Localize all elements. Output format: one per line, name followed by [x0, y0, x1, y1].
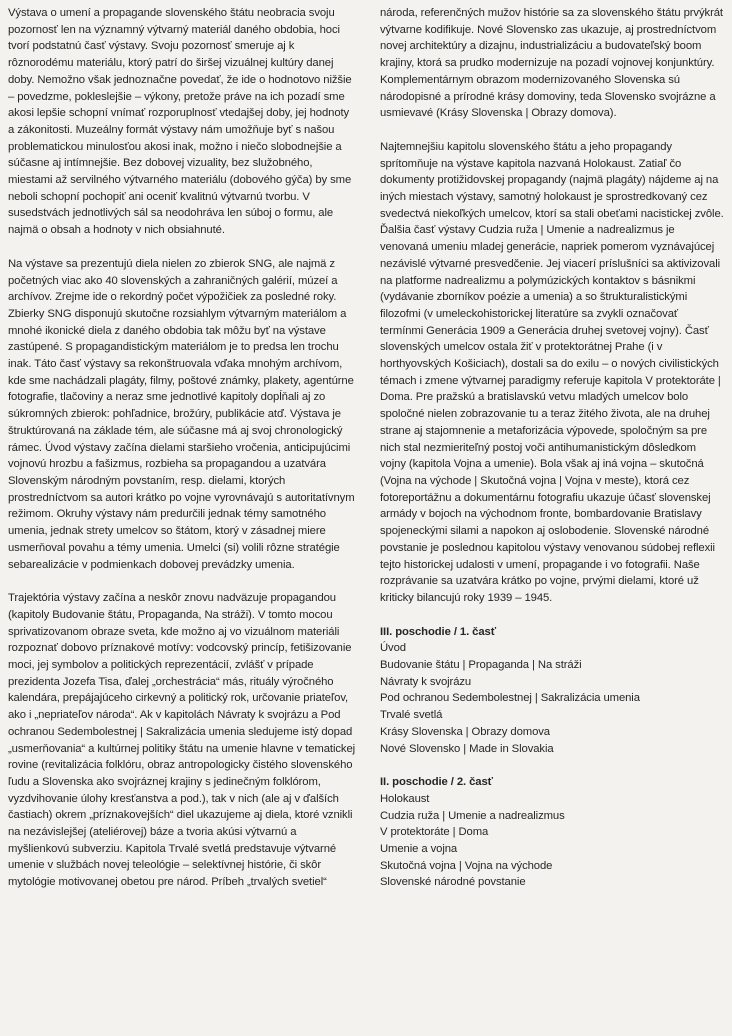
toc-item: Nové Slovensko | Made in Slovakia: [380, 742, 554, 755]
floor-three-contents: [380, 624, 724, 758]
toc-item: Umenie a vojna: [380, 843, 458, 856]
toc-item: Skutočná vojna | Vojna na východe: [380, 859, 553, 872]
toc-item: Pod ochranou Sedembolestnej | Sakralizácia umenia: [380, 692, 640, 705]
floor-two-list: [380, 791, 724, 891]
floor-three-list: [380, 640, 724, 757]
toc-item: V protektoráte | Doma: [380, 826, 489, 839]
toc-item: Slovenské národné povstanie: [380, 876, 526, 889]
paragraph-loans: Na výstave sa prezentujú diela nielen zo zbierok SNG, ale najmä z početných viac ako 40 slovenských a zahraničných galérií, múzeí a archívov. Zrejme ide o rekordný počet výpožičiek za posledné roky. Zbierky SNG disponujú skutočne rozsiahlym výtvarným materiálom a mnohé ikonické diela z daného obdobia tak môžu byť na výstave zastúpené. S propagandistickým materiálom je to predsa len trochu inak. Táto časť výstavy sa rekonštruovala vďaka mnohým archívom, kde sme nachádzali plagáty, filmy, poštové známky, plakety, agentúrne fotografie, tlačoviny a neraz sme jednotlivé kapitoly dopĺňali aj zo súkromných zbierok: pohľadnice, brožúry, publikácie atď. Výstava je štruktúrovaná na základe tém, ale súčasne má aj svoj chronologický rámec. Úvod výstavy začína dielami staršieho vročenia, anticipujúcimi vojnovú hrozbu a fašizmus, rozbieha sa propagandou a uzatvára Slovenským národným povstaním, resp. dielami, ktorých prostredníctvom sa autori krátko po vojne vyrovnávajú s autoritatívnym režimom. Okruhy výstavy nám predurčili jednak témy samotného umenia, jednak strety umelcov so štátom, ktorý v zásadnej miere usmerňoval povahu a témy umenia. Umelci (si) volili rôzne stratégie sebarealizácie v podmienkach dobovej prevádzky umenia.: [8, 257, 355, 571]
toc-item: Cudzia ruža | Umenie a nadrealizmus: [380, 809, 565, 822]
floor-two-contents: [380, 774, 724, 891]
toc-item: Návraty k svojrázu: [380, 675, 472, 688]
paragraph-trajectory: Trajektória výstavy začína a neskôr znovu nadväzuje propagandou (kapitoly Budovanie štátu, Propaganda, Na stráži). V tomto mocou sprivatizovanom obraze sveta, kde možno aj vo vizuálnom materiáli rozpoznať dobovo príznakové motívy: vodcovský princíp, fetišizovanie moci, jej symbolov a politických reprezentácií, zvlášť v prípade prezidenta Jozefa Tisa, ďalej „orchestrácia“ más, rituály výročného kalendára, prepájajúceho cirkevný a politický rok, určovanie priateľov, ako i „nepriateľov národa“. Ak v kapitolách Návraty k svojrázu a Pod ochranou Sedembolestnej | Sakralizácia umenia sledujeme istý dopad „usmerňovania“ a kultúrnej politiky štátu na umenie hlavne v tematickej rovine (revitalizácia folklóru, obraz antropologicky čistého slovenského ľudu a Slovenska ako svojráznej krajiny s jedinečným folklórom, vyzdvihovanie úlohy kresťanstva a pod.), tak v nich (ale aj v ďalších častiach) okrem „príznakovejších“ diel ukazujeme aj diela, ktoré vznikli na nezávislejšej (ateliérovej) báze a tvoria akúsi výtvarnú a myšlienkovú subverziu. Kapitola Trvalé svetlá predstavuje výtvarné umenie v službách novej teleológie – selektívnej histórie, či skôr mytológie motivovanej obetou pre národ. Príbeh „trvalých svetiel“: [8, 592, 356, 889]
toc-item: Krásy Slovenska | Obrazy domova: [380, 725, 550, 738]
floor-two-heading: II. poschodie / 2. časť: [380, 776, 493, 789]
left-column: [8, 5, 358, 891]
toc-item: Trvalé svetlá: [380, 709, 443, 722]
paragraph-intro: Výstava o umení a propagande slovenského štátu neobracia svoju pozornosť len na významný výtvarný materiál daného obdobia, hoci tvorí podstatnú časť výstavy. Svoju pozornosť smeruje aj k rôznorodému materiálu, ktorý patrí do širšej vizuálnej kultúry danej doby. Nemožno však jednoznačne povedať, že ide o hodnotovo nižšie – povedzme, pokleslejšie – výkony, pretože práve na ich pozadí sme akosi lepšie schopní vnímať rozporuplnosť vtedajšej doby, jej hodnoty a zákonitosti. Muzeálny formát výstavy nám umožňuje byť s našou problematickou minulosťou akosi inak, možno i niečo slobodnejšie a súčasne aj intímnejšie. Bez dobovej vizuality, bez služobného, miestami až servilného výtvarného materiálu (dobového gýča) by sme neboli schopní pochopiť ani oceniť kvalitnú výtvarnú tvorbu. V susedstvách jednotlivých sál sa neodohráva len súboj o formu, ale najmä o obsah a hodnoty v nich obsiahnuté.: [8, 7, 352, 237]
right-column: [380, 5, 724, 908]
toc-item: Budovanie štátu | Propaganda | Na stráži: [380, 659, 582, 672]
paragraph-new-slovakia: národa, referenčných mužov histórie sa za slovenského štátu prvýkrát výtvarne kodifikuje. Nové Slovensko zas ukazuje, aj prostredníctvom novej architektúry a dizajnu, industrializáciu a budovateľský boom krajiny, ktorá sa prudko modernizuje na pozadí vojnovej konjunktúry. Komplementárnym obrazom modernizovaného Slovenska sú národopisné a prírodné krásy domoviny, teda Slovensko svojrázne a usmievavé (Krásy Slovenska | Obrazy domova).: [380, 7, 723, 120]
floor-three-heading: III. poschodie / 1. časť: [380, 625, 497, 638]
toc-item: Úvod: [380, 642, 406, 655]
toc-item: Holokaust: [380, 792, 430, 805]
paragraph-holocaust: Najtemnejšiu kapitolu slovenského štátu a jeho propagandy sprítomňuje na výstave kapitola nazvaná Holokaust. Zatiaľ čo dokumenty protižidovskej propagandy (najmä plagáty) nájdeme aj na iných miestach výstavy, samotný holokaust je sprostredkovaný cez svedectvá niekoľkých umelcov, ktorí sa stali obeťami nacistickej zvôle. Ďalšia časť výstavy Cudzia ruža | Umenie a nadrealizmus je venovaná umeniu mladej generácie, napriek pomerom vyznávajúcej nezávislé výtvarné presvedčenie. Jej viacerí príslušníci sa aktivizovali na platforme nadrealizmu a polymúzických kontaktov s básnikmi (vydávanie zborníkov poézie a umenia) a so štrukturalistickými filozofmi (v umeleckohistorickej literatúre sa zvykli označovať termínmi Generácia 1909 a Generácia druhej svetovej vojny). Časť slovenských umelcov ostala žiť v protektorátnej Prahe (i v horthyovských Košiciach), dostali sa do exilu – o nových civilistických témach i zmene výtvarnej paradigmy referuje kapitola V protektoráte | Doma. Pre pražskú a bratislavskú vetvu mladých umelcov bolo spoločné nielen zobrazovanie tu a teraz žitého života, ale na druhej strane aj stajomnenie a metaforizácia výpovede, spoločným sa pre nich stal nezmieriteľný postoj voči antihumanistickým dôsledkom vojny (kapitola Vojna a umenie). Bola však aj iná vojna – skutočná (Vojna na východe | Skutočná vojna | Vojna v meste), ktorá cez fotoreportážnu a dokumentárnu fotografiu ukazuje účasť slovenskej armády v bojoch na východnom fronte, bombardovanie Bratislavy spojeneckými silami a napokon aj oslobodenie. Slovenské národné povstanie je poslednou kapitolou výstavy venovanou súdobej reflexii tejto historickej udalosti v umení, propagande i vo fotografii. Naše rozprávanie sa uzatvára krátko po vojne, prvými dielami, ktoré už kriticky bilancujú roky 1939 – 1945.: [380, 140, 724, 604]
